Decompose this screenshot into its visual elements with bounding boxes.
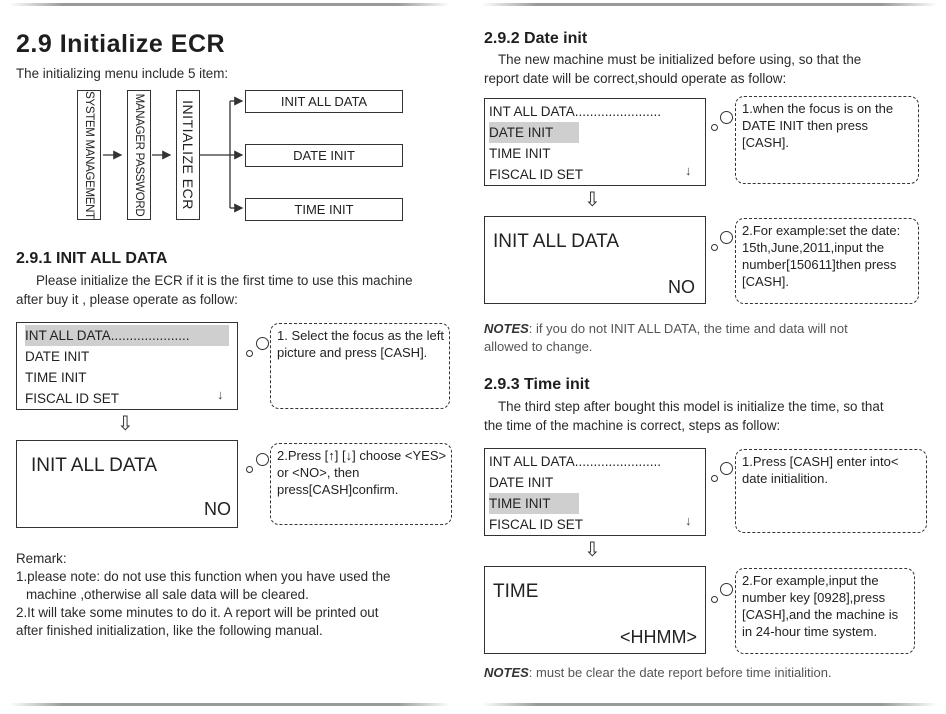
s291-para-line2: after buy it , please operate as follow: (16, 292, 238, 307)
s292-bubble1-tail-small (711, 124, 718, 131)
s291-bubble2-tail-large (256, 453, 269, 466)
s292-heading: 2.9.2 Date init (484, 30, 588, 47)
notes2-label: NOTES (484, 665, 529, 680)
flow-box-system-management-label: SYSTEM MANAGEMENT (83, 91, 95, 219)
s291-confirm-title: INIT ALL DATA (31, 455, 158, 476)
s292-menu-row-4: FISCAL ID SET (489, 167, 584, 182)
s291-menu (21, 325, 229, 409)
s292-menu-row-1: INT ALL DATA....................... (489, 104, 662, 119)
flow-out-date-init: DATE INIT (245, 144, 403, 167)
s292-menu-row-2-label: DATE INIT (489, 122, 579, 143)
s291-bubble2: 2.Press [↑] [↓] choose <YES> or <NO>, then press[CASH]confirm. (270, 443, 452, 525)
s291-bubble1-tail-small (246, 350, 253, 357)
s292-date-value: NO (668, 277, 695, 297)
s293-menu-row-3 (485, 493, 661, 514)
s291-bubble1: 1. Select the focus as the left picture and press [CASH]. (270, 323, 450, 409)
s292-menu (485, 101, 661, 185)
remark-line2: machine ,otherwise all sale data will be cleared. (26, 587, 309, 602)
s293-menu-row-1: INT ALL DATA....................... (489, 454, 662, 469)
s292-menu-row-2 (485, 122, 661, 143)
s292-menu-row-3: TIME INIT (489, 146, 551, 161)
s291-down-arrow-icon: ⇩ (117, 413, 134, 435)
s292-date-title: INIT ALL DATA (493, 231, 620, 252)
s291-confirm-value: NO (204, 499, 231, 519)
notes1-text: : if you do not INIT ALL DATA, the time and data will not (528, 321, 848, 336)
intro-text: The initializing menu include 5 item: (16, 66, 229, 81)
s293-bubble1-tail-small (711, 475, 718, 482)
s292-menu-screen (484, 98, 706, 186)
s292-para-line1: The new machine must be initialized before using, so that the (498, 52, 862, 67)
s293-bubble2-tail-small (711, 596, 718, 603)
flow-out-time-init: TIME INIT (245, 198, 403, 221)
s291-menu-row-1-label: INT ALL DATA..................... (25, 325, 229, 346)
s292-bubble2: 2.For example:set the date: 15th,June,2011,input the number[150611]then press [CASH]. (735, 218, 919, 304)
s292-scroll-down-icon: ↓ (685, 163, 692, 178)
s292-bubble2-tail-large (720, 231, 733, 244)
s291-menu-row-1 (21, 325, 229, 346)
s291-para-line1: Please initialize the ECR if it is the first time to use this machine (36, 273, 413, 288)
s292-bubble2-tail-small (711, 244, 718, 251)
notes1 (484, 320, 934, 356)
flow-out-init-all-data: INIT ALL DATA (245, 90, 403, 113)
s291-menu-row-3: TIME INIT (25, 370, 87, 385)
notes2-text: : must be clear the date report before time initialition. (528, 665, 832, 680)
s293-heading: 2.9.3 Time init (484, 376, 590, 393)
s293-bubble2-tail-large (720, 583, 733, 596)
s293-menu-row-4: FISCAL ID SET (489, 517, 584, 532)
section-title: 2.9 Initialize ECR (16, 30, 226, 58)
s293-time-value: <HHMM> (619, 627, 697, 647)
s291-heading: 2.9.1 INIT ALL DATA (16, 250, 168, 267)
s291-menu-row-4: FISCAL ID SET (25, 391, 120, 406)
s293-menu (485, 451, 661, 535)
s291-menu-row-2: DATE INIT (25, 349, 90, 364)
s293-time-screen (484, 566, 706, 654)
s291-confirm-screen (16, 440, 238, 528)
s293-para-line1: The third step after bought this model is initialize the time, so that (498, 399, 884, 414)
notes2 (484, 664, 934, 682)
top-rule-right (482, 3, 937, 6)
s293-menu-screen (484, 448, 706, 536)
s291-menu-screen (16, 322, 238, 410)
flow-box-initialize-ecr-label: INITIALIZE ECR (180, 100, 196, 210)
s293-time-title: TIME (493, 581, 539, 602)
s293-para-line2: the time of the machine is correct, steps as follow: (484, 418, 781, 433)
remark-line4: after finished initialization, like the following manual. (16, 623, 323, 638)
s292-bubble1: 1.when the focus is on the DATE INIT then press [CASH]. (735, 96, 919, 184)
remark-label: Remark: (16, 551, 67, 566)
notes1-label: NOTES (484, 321, 529, 336)
s293-menu-row-3-label: TIME INIT (489, 493, 579, 514)
s292-para-line2: report date will be correct,should operate as follow: (484, 71, 787, 86)
remark-line3: 2.It will take some minutes to do it. A report will be printed out (16, 605, 379, 620)
s293-down-arrow-icon: ⇩ (584, 539, 601, 561)
s292-bubble1-tail-large (720, 111, 733, 124)
s293-bubble1-tail-large (720, 462, 733, 475)
s291-scroll-down-icon: ↓ (217, 387, 224, 402)
s291-bubble2-tail-small (246, 466, 253, 473)
s293-menu-row-2: DATE INIT (489, 475, 554, 490)
flow-box-manager-password-label: MANAGER PASSWORD (133, 93, 145, 217)
s292-down-arrow-icon: ⇩ (584, 189, 601, 211)
s293-scroll-down-icon: ↓ (685, 513, 692, 528)
notes1-text2: allowed to change. (484, 339, 593, 354)
s293-bubble2: 2.For example,input the number key [0928],press [CASH],and the machine is in 24-hour time system. (735, 568, 915, 654)
s292-date-screen (484, 216, 706, 304)
bottom-rule-right (482, 703, 937, 706)
bottom-rule-left (10, 703, 450, 706)
s293-bubble1: 1.Press [CASH] enter into< date initialition. (735, 449, 927, 533)
remark-line1: 1.please note: do not use this function when you have used the (16, 569, 391, 584)
s291-bubble1-tail-large (256, 337, 269, 350)
